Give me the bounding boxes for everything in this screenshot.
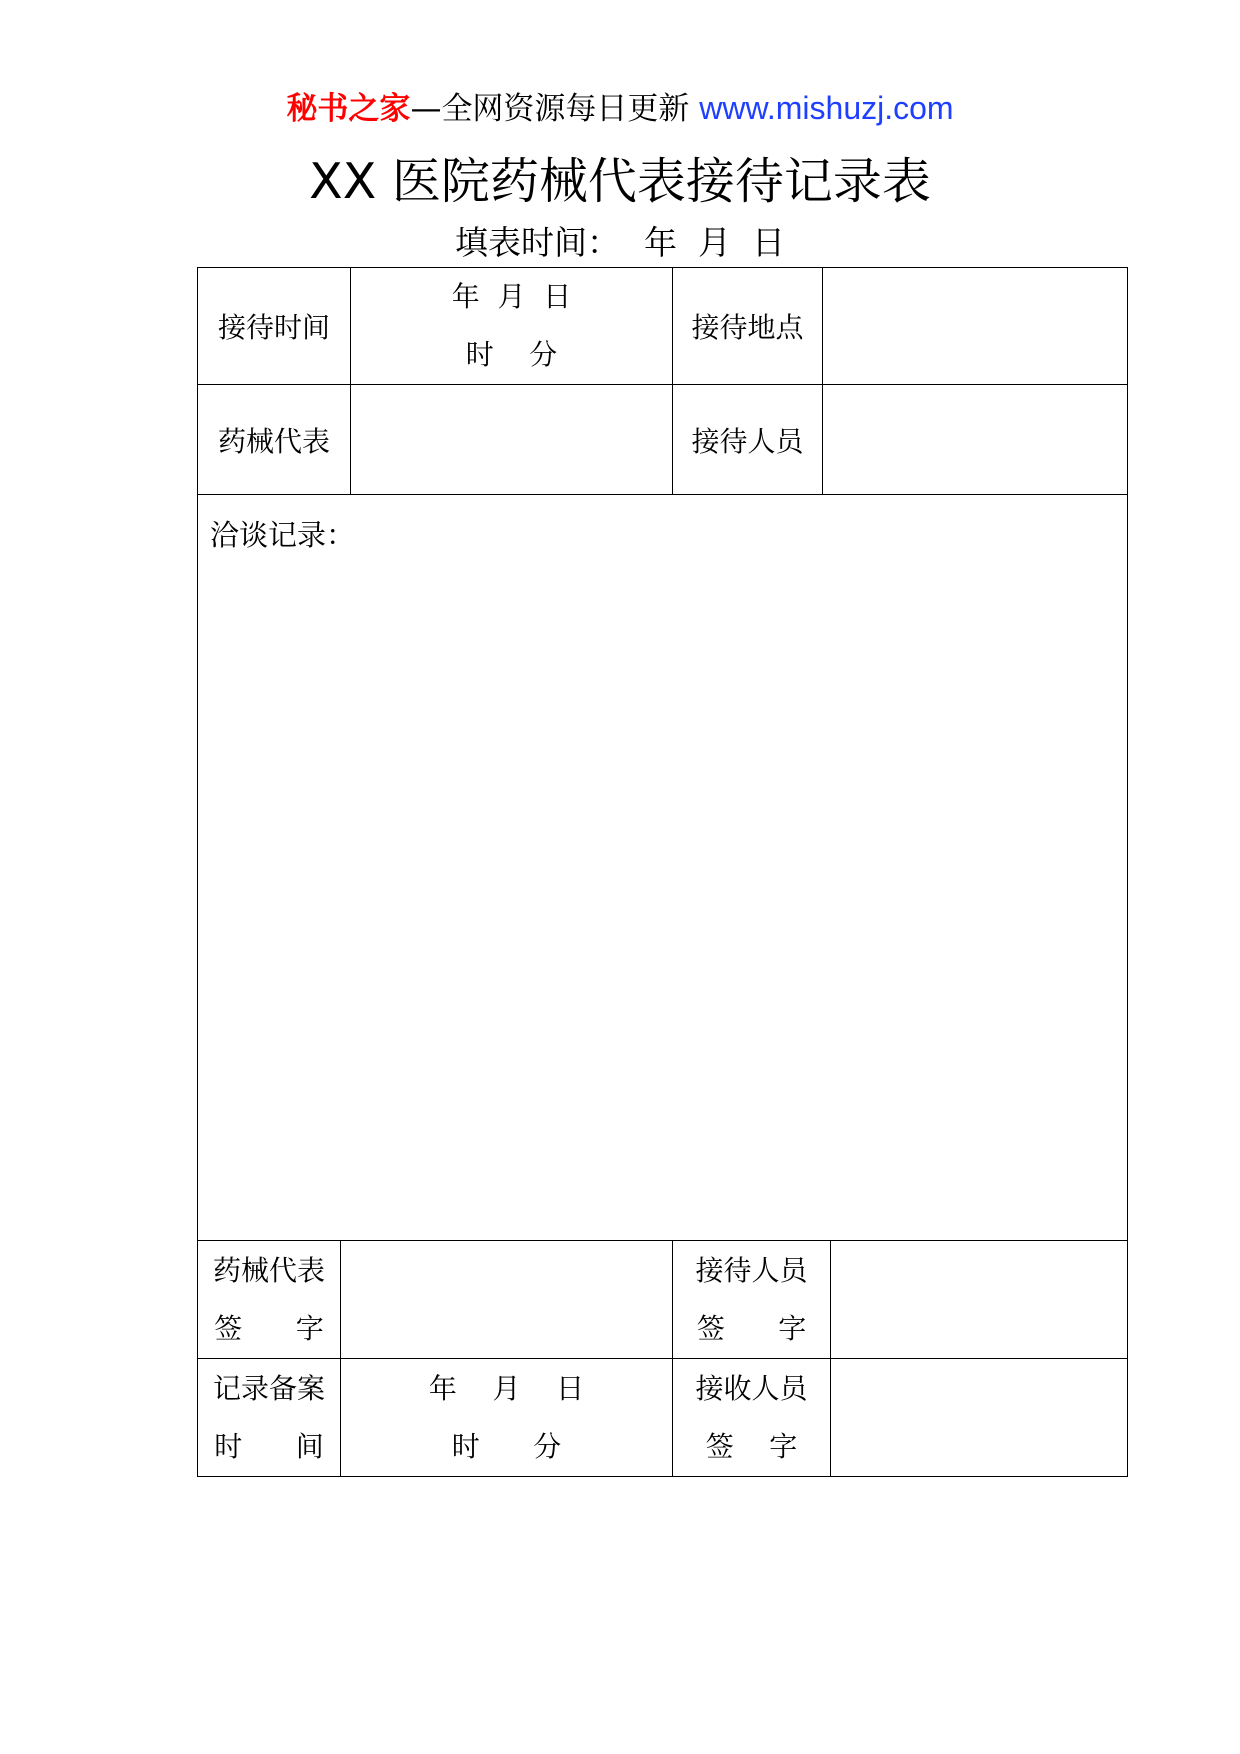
- document-title: XX 医院药械代表接待记录表: [309, 153, 931, 210]
- reception-time-value[interactable]: [351, 268, 673, 385]
- reception-place-field[interactable]: [823, 268, 1128, 385]
- table-row: [198, 1241, 1128, 1359]
- staff-signature-label-line2: 签 字: [696, 1311, 807, 1345]
- fill-date-value: 年 月 日: [644, 223, 785, 262]
- negotiation-notes-field[interactable]: [198, 495, 1128, 1241]
- negotiation-notes-label: 洽谈记录：: [210, 518, 356, 552]
- filing-time-value[interactable]: [341, 1359, 673, 1477]
- reception-hour-minute: 时 分: [465, 338, 558, 371]
- site-header: [0, 86, 1240, 131]
- brand-name: 秘书之家: [286, 91, 411, 127]
- rep-field[interactable]: [351, 385, 673, 495]
- table-row: [198, 385, 1128, 495]
- receiver-signature-label-line2: 签 字: [705, 1429, 798, 1463]
- receiver-signature-label-line1: 接收人员: [695, 1371, 808, 1405]
- filing-date: 年 月 日: [428, 1371, 585, 1405]
- fill-date: [0, 220, 1240, 266]
- fill-date-label: 填表时间：: [455, 223, 621, 262]
- staff-field[interactable]: [823, 385, 1128, 495]
- staff-signature-field[interactable]: [831, 1241, 1128, 1359]
- rep-signature-field[interactable]: [341, 1241, 673, 1359]
- filing-hour-minute: 时 分: [451, 1429, 562, 1463]
- rep-signature-label-line1: 药械代表: [212, 1253, 325, 1287]
- table-row: [198, 268, 1128, 385]
- site-url[interactable]: www.mishuzj.com: [699, 90, 954, 126]
- table-row: [198, 1359, 1128, 1477]
- header-tagline: —全网资源每日更新: [410, 91, 690, 127]
- receiver-signature-field[interactable]: [831, 1359, 1128, 1477]
- receiver-signature-label: [673, 1359, 831, 1477]
- staff-signature-label: [673, 1241, 831, 1359]
- rep-signature-label-line2: 签 字: [214, 1311, 324, 1345]
- staff-label: 接待人员: [673, 385, 823, 495]
- table-row: [198, 495, 1128, 1241]
- reception-record-table: [197, 267, 1128, 1477]
- reception-time-label: 接待时间: [198, 268, 351, 385]
- filing-time-label-line2: 时 间: [214, 1429, 324, 1463]
- filing-time-label: [198, 1359, 341, 1477]
- rep-signature-label: [198, 1241, 341, 1359]
- filing-time-label-line1: 记录备案: [212, 1371, 325, 1405]
- reception-date: 年 月 日: [451, 280, 572, 313]
- reception-place-label: 接待地点: [673, 268, 823, 385]
- staff-signature-label-line1: 接待人员: [695, 1253, 808, 1287]
- rep-label: 药械代表: [198, 385, 351, 495]
